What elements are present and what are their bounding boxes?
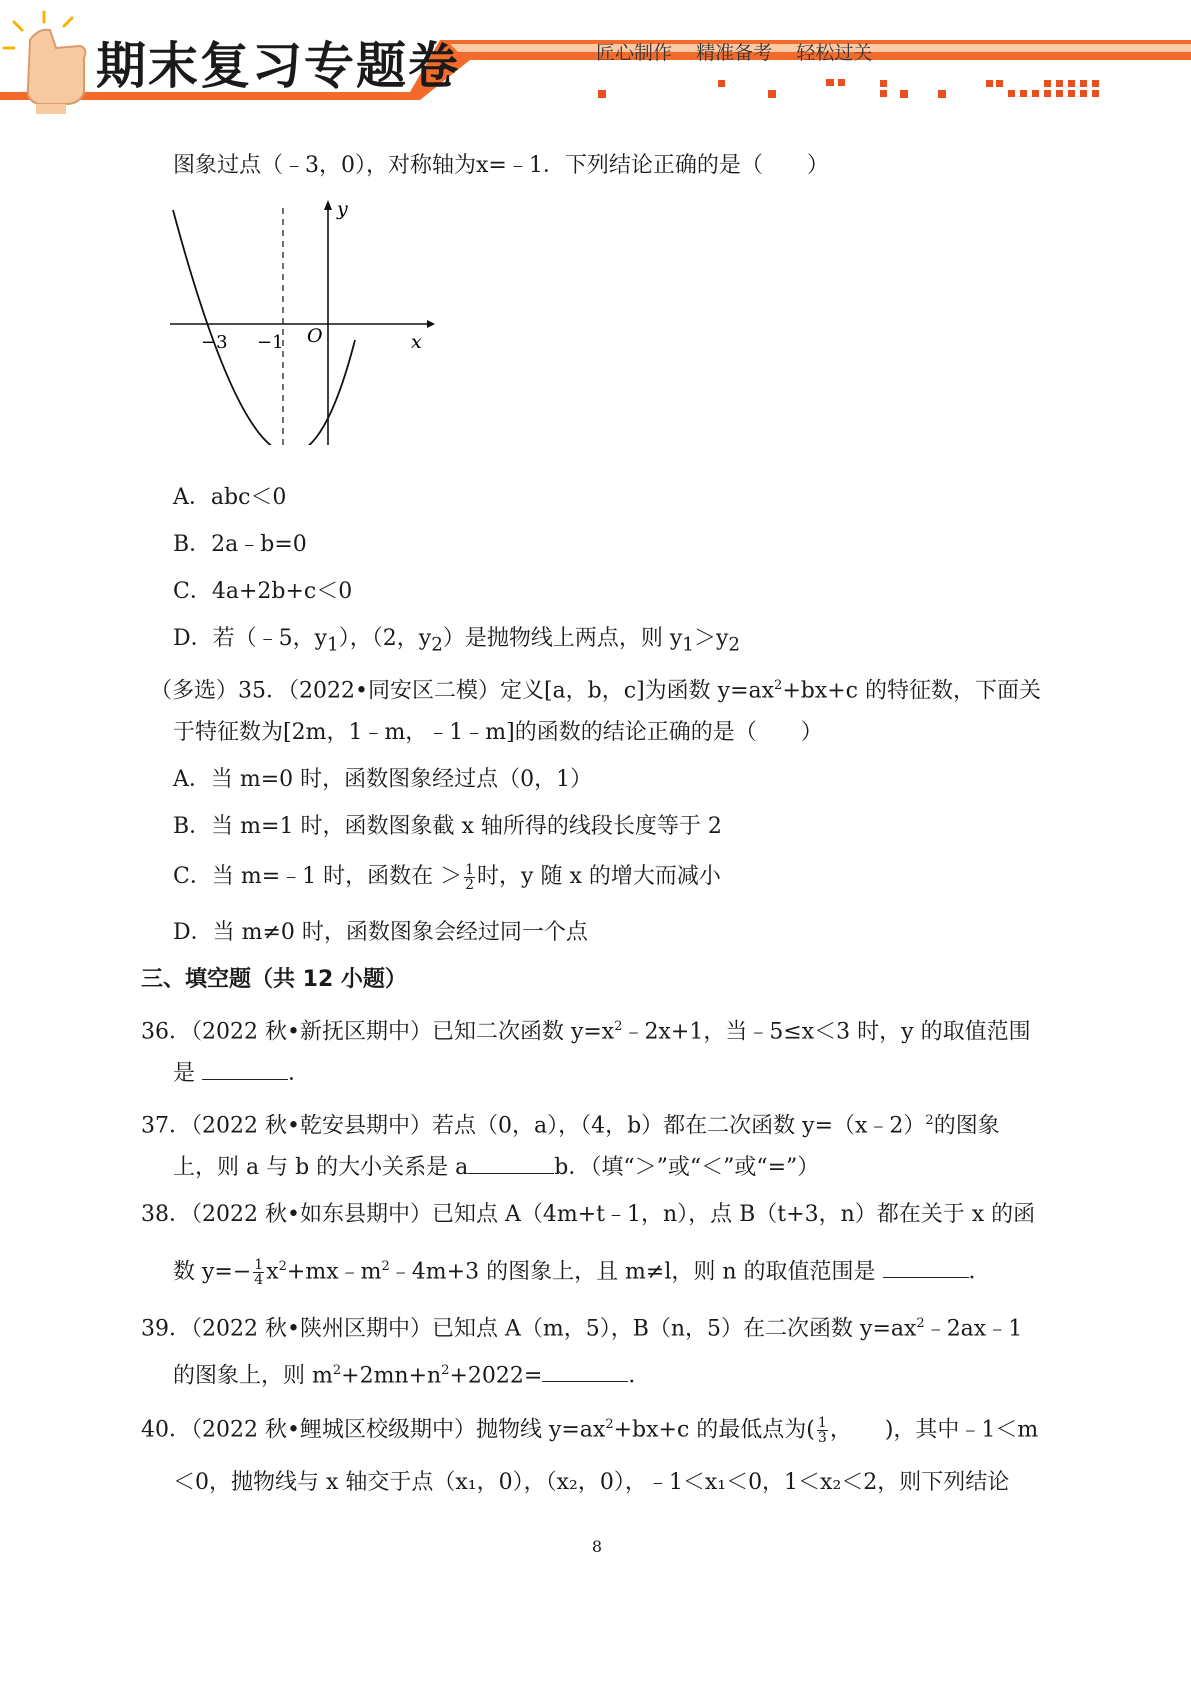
page-header [0,0,1191,120]
page-number: 8 [591,1537,603,1556]
q37-line1: 37．（2022 秋•乾安县期中）若点（0，a），（4，b）都在二次函数 y=（x﹣2）$^2$的图象 [141,1113,1000,1139]
q38-line1: 38．（2022 秋•如东县期中）已知点 A（4m+t﹣1，n），点 B（t+3，n）都在关于 x 的函 [141,1202,1036,1227]
x-axis-label: x [411,331,422,353]
answer-blank[interactable] [468,1153,554,1174]
header-title: 期末复习专题卷 [96,37,460,95]
q35-option-a: A．当 m=0 时，函数图象经过点（0，1） [173,767,593,792]
y-axis-label: y [337,200,348,220]
q39-line2: 的图象上，则 $m^2+2mn+n^2+2022=$ ． [173,1363,651,1389]
q34-option-a: A．abc＜0 [173,485,287,510]
q37-line2: 上，则 a 与 b 的大小关系是 a b．（填“＞”或“＜”或“=”） [173,1155,820,1180]
q36-line2: 是 ． [173,1061,311,1086]
answer-blank[interactable] [542,1361,628,1382]
parabola-graph [165,200,435,445]
q34-option-b: B．2a﹣b=0 [173,532,307,557]
q40-line2: ＜0，抛物线与 x 轴交于点（x₁，0），（x₂，0），﹣1＜x₁＜0，1＜x₂＜2，则下列结论 [173,1470,1010,1495]
q34-option-d: D．若（﹣5，$y_1$），（2，$y_2$）是抛物线上两点，则 $y_1>y_2$ [173,626,741,656]
answer-blank[interactable] [202,1059,288,1080]
section-heading: 三、填空题（共 12 小题） [141,967,407,992]
q35-option-b: B．当 m=1 时，函数图象截 x 轴所得的线段长度等于 2 [173,814,722,839]
q40-line1: 40．（2022 秋•鲤城区校级期中）抛物线 $y=ax^2+bx+c$ 的最低点为( $\frac{1}{3}$ ， )，其中﹣1＜m [141,1414,1039,1446]
q34-stem: 图象过点（﹣3，0），对称轴为x=﹣1．下列结论正确的是（ ） [173,153,829,178]
header-slogan: 匠心制作 精准备考 轻松过关 [596,42,873,64]
q34-option-c: C．4a+2b+c＜0 [173,579,353,604]
origin-label: O [307,325,323,347]
q36-line1: 36．（2022 秋•新抚区期中）已知二次函数 $y=x^2﹣2x+1$，当﹣5≤x＜3 时，y 的取值范围 [141,1019,1031,1045]
q38-line2: 数 y=− $\frac{1}{4}$ $x^2+mx﹣m^2﹣4m+3$ 的图象上，且 m≠l，则 n 的取值范围是 ． [173,1256,991,1288]
tick-label-neg1: −1 [257,332,284,353]
q35-option-c: C．当 m=﹣1 时，函数在 ＞ $\frac{1}{2}$ 时，y 随 x 的增大而减小 [173,861,721,893]
q39-line1: 39．（2022 秋•陕州区期中）已知点 A（m，5），B（n，5）在二次函数 $y=ax^2﹣2ax﹣1$ [141,1316,1023,1342]
tick-label-neg3: −3 [201,332,228,353]
q35-line2: 于特征数为[2m，1﹣m，﹣1﹣m]的函数的结论正确的是（ ） [173,720,823,745]
q35-option-d: D．当 m≠0 时，函数图象会经过同一个点 [173,920,588,945]
q35-line1: （多选）35．（2022•同安区二模）定义[a，b，c]为函数 $y=ax^2+bx+c$ 的特征数，下面关 [150,678,1041,704]
answer-blank[interactable] [883,1257,969,1278]
